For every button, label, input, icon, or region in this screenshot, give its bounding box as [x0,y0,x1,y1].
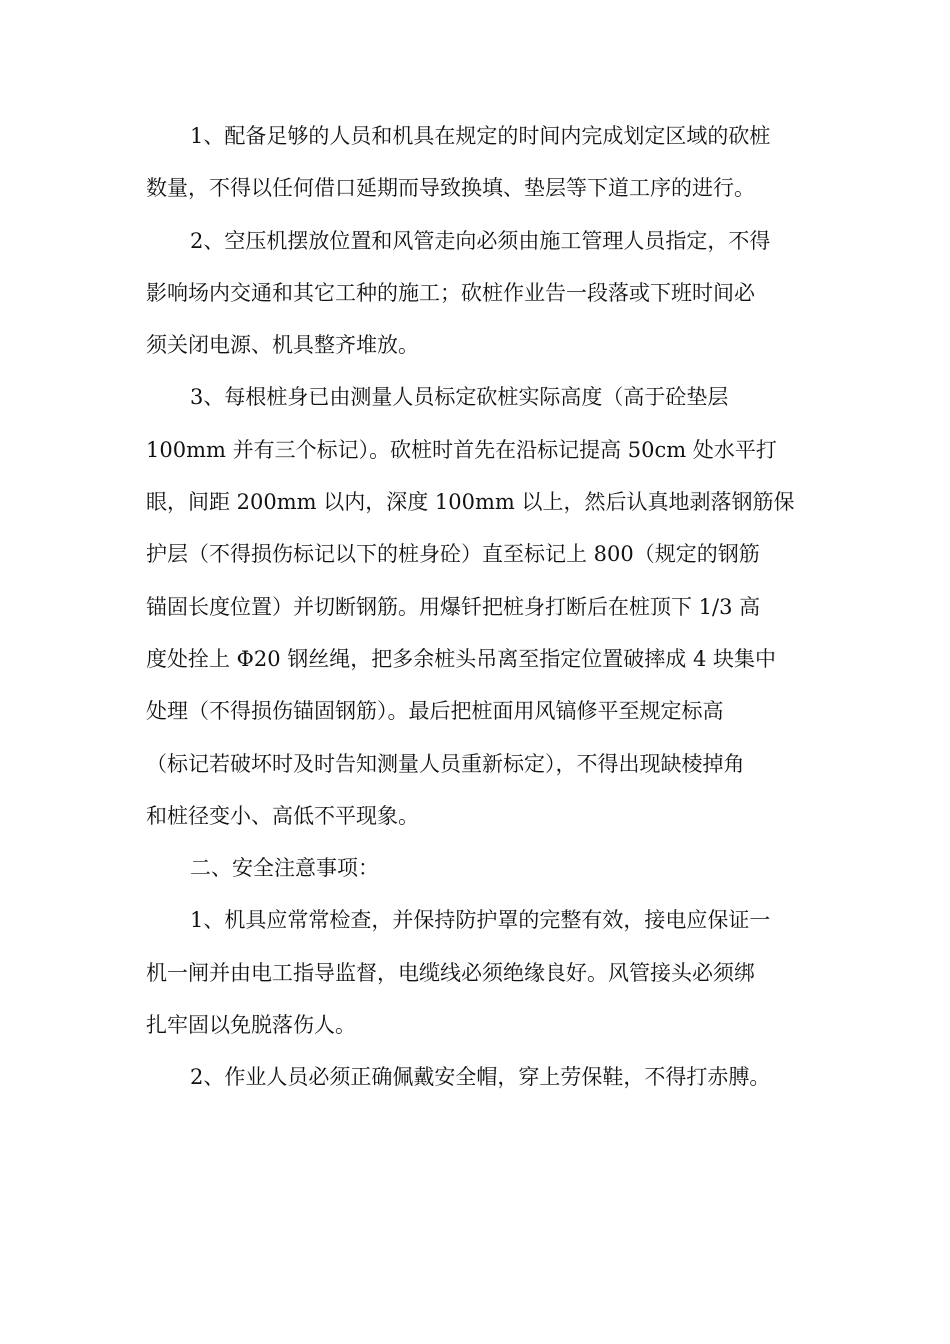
text-line: 1、机具应常常检查，并保持防护罩的完整有效，接电应保证一 [190,908,771,933]
text-line: 处理（不得损伤锚固钢筋）。最后把桩面用风镐修平至规定标高 [146,699,724,724]
paragraph-machine-inspection [146,894,806,1051]
text-line: 2、作业人员必须正确佩戴安全帽，穿上劳保鞋，不得打赤膊。 [190,1065,771,1090]
text-line: （标记若破坏时及时告知测量人员重新标定），不得出现缺棱掉角 [146,751,745,776]
text-line: 影响场内交通和其它工种的施工；砍桩作业告一段落或下班时间必 [146,280,755,305]
text-line: 眼，间距 200mm 以内，深度 100mm 以上，然后认真地剥落钢筋保 [146,490,795,515]
text-line: 度处拴上 Φ20 钢丝绳，把多余桩头吊离至指定位置破摔成 4 块集中 [146,646,776,671]
paragraph-air-compressor [146,215,806,372]
text-line: 和桩径变小、高低不平现象。 [146,803,419,828]
section-heading: 二、安全注意事项： [190,856,379,881]
text-line: 锚固长度位置）并切断钢筋。用爆钎把桩身打断后在桩顶下 1/3 高 [146,594,761,619]
text-line: 1、配备足够的人员和机具在规定的时间内完成划定区域的砍桩 [190,124,771,148]
text-line: 数量，不得以任何借口延期而导致换填、垫层等下道工序的进行。 [146,176,755,201]
text-line: 机一闸并由电工指导监督，电缆线必须绝缘良好。风管接头必须绑 [146,960,755,985]
section-heading-safety [146,842,806,894]
text-line: 3、每根桩身已由测量人员标定砍桩实际高度（高于砼垫层 [190,385,729,410]
text-line: 护层（不得损伤标记以下的桩身砼）直至标记上 800（规定的钢筋 [146,542,760,567]
paragraph-pile-marking-procedure [146,371,806,842]
paragraph-pile-cutting-staffing [146,110,806,215]
document-body [146,110,806,1104]
text-line: 扎牢固以免脱落伤人。 [146,1013,356,1038]
text-line: 须关闭电源、机具整齐堆放。 [146,333,419,358]
text-line: 100mm 并有三个标记）。砍桩时首先在沿标记提高 50cm 处水平打 [146,437,777,462]
paragraph-protective-gear [146,1051,806,1103]
text-line: 2、空压机摆放位置和风管走向必须由施工管理人员指定，不得 [190,228,771,253]
